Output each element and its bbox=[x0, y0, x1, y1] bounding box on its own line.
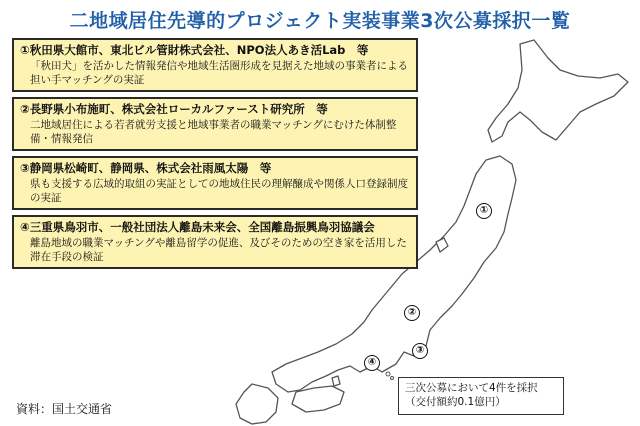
project-heading: ①秋田県大館市、東北ビル管財株式会社、NPO法人あき活Lab 等 bbox=[20, 43, 369, 57]
project-description: 二地域居住による若者就労支援と地域事業者の職業マッチングにむけた体制整備・情報発信 bbox=[30, 119, 397, 145]
summary-line-amount: （交付額約0.1億円） bbox=[405, 396, 506, 408]
project-description: 離島地域の職業マッチングや離島留学の促進、及びそのための空き家を活用した滞在手段の検証 bbox=[30, 237, 407, 263]
summary-box bbox=[398, 377, 564, 415]
project-card-shizuoka bbox=[12, 156, 418, 210]
summary-line-count: 三次公募において4件を採択 bbox=[405, 382, 538, 394]
project-description: 「秋田犬」を活かした情報発信や地域生活圏形成を見据えた地域の事業者による担い手マッチングの実証 bbox=[30, 60, 408, 86]
kyushu-shape bbox=[236, 384, 278, 424]
map-marker-2: ② bbox=[404, 305, 420, 321]
project-card-mie bbox=[12, 215, 418, 269]
page-title: 二地域居住先導的プロジェクト実装事業3次公募採択一覧 bbox=[69, 10, 571, 32]
map-marker-1: ① bbox=[476, 203, 492, 219]
project-heading: ④三重県鳥羽市、一般社団法人離島未来会、全国離島振興鳥羽協議会 bbox=[20, 220, 375, 234]
awaji-island-shape bbox=[332, 376, 340, 386]
hokkaido-shape bbox=[488, 40, 628, 142]
source-note: 資料：国土交通省 bbox=[16, 402, 113, 416]
project-card-nagano bbox=[12, 97, 418, 151]
project-description: 県も支援する広域的取組の実証としての地域住民の理解醸成や関係人口登録制度の実証 bbox=[30, 178, 408, 204]
project-heading: ②長野県小布施町、株式会社ローカルファースト研究所 等 bbox=[20, 102, 328, 116]
map-marker-4: ④ bbox=[364, 355, 380, 371]
project-card-akita bbox=[12, 38, 418, 92]
map-marker-3: ③ bbox=[412, 343, 428, 359]
project-heading: ③静岡県松崎町、静岡県、株式会社雨風太陽 等 bbox=[20, 161, 272, 175]
